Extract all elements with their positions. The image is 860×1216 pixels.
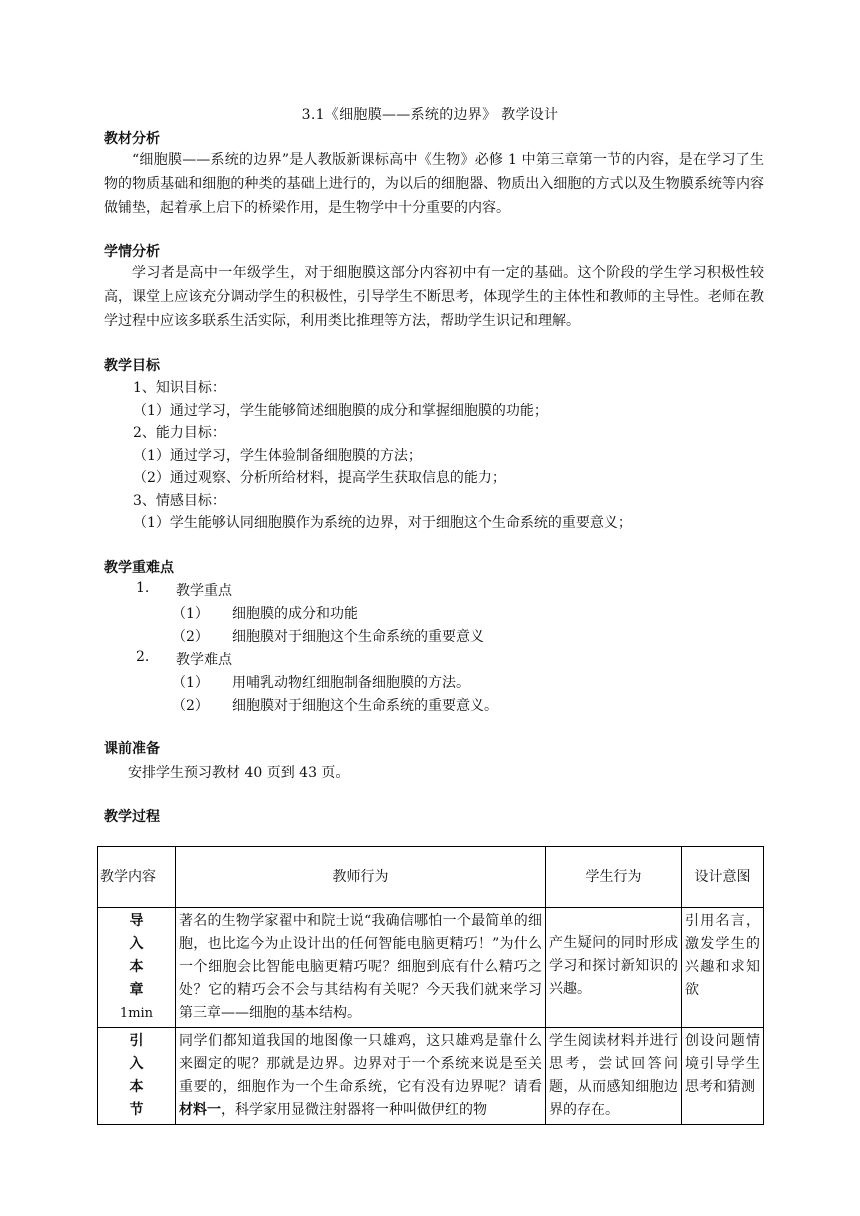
section-heading-prep: 课前准备 <box>104 741 160 757</box>
stage-char: 入 <box>129 1056 144 1072</box>
keypoint-item-number: （2） <box>172 629 209 645</box>
goal-line: 3、情感目标： <box>133 493 226 509</box>
keypoint-label: 教学重点 <box>176 583 232 599</box>
difficulty-item-number: （1） <box>172 675 209 691</box>
stage-char: 入 <box>129 936 144 952</box>
goal-line: 2、能力目标： <box>133 425 226 441</box>
stage-cell <box>98 1028 176 1125</box>
section-heading-students: 学情分析 <box>104 244 160 260</box>
keypoint-item-number: （1） <box>172 606 209 622</box>
header-student: 学生行为 <box>546 847 682 908</box>
section-text-students: 学习者是高中一年级学生，对于细胞膜这部分内容初中有一定的基础。这个阶段的学生学习积极性较高，课堂上应该充分调动学生的积极性，引导学生不断思考，体现学生的主体性和教师的主导性。老师在教学过程中应该多联系生活实际，利用类比推理等方法，帮助学生识记和理解。 <box>104 265 764 329</box>
teaching-process-table <box>97 846 764 1125</box>
goal-line: 1、知识目标： <box>133 380 226 396</box>
section-text-material: “细胞膜——系统的边界”是人教版新课标高中《生物》必修 1 中第三章第一节的内容，是在学习了生物的物质基础和细胞的种类的基础上进行的，为以后的细胞器、物质出入细胞的方式以及生物膜系统等内容做铺垫，起着承上启下的桥梁作用，是生物学中十分重要的内容。 <box>104 152 764 216</box>
stage-char: 引 <box>129 1033 144 1049</box>
section-heading-process: 教学过程 <box>104 809 160 825</box>
header-teacher: 教师行为 <box>176 847 546 908</box>
stage-cell <box>98 908 176 1028</box>
header-content: 教学内容 <box>98 847 176 908</box>
section-heading-material: 教材分析 <box>104 131 160 147</box>
goal-line: （2）通过观察、分析所给材料，提高学生获取信息的能力； <box>133 470 506 486</box>
difficulty-item-text: 细胞膜对于细胞这个生命系统的重要意义。 <box>232 698 498 714</box>
table-row <box>98 908 764 1028</box>
goal-line: （1）通过学习，学生能够简述细胞膜的成分和掌握细胞膜的功能； <box>133 403 548 419</box>
keypoint-number: 1. <box>136 580 150 596</box>
teacher-text-pre: 同学们都知道我国的地图像一只雄鸡，这只雄鸡是靠什么来圈定的呢？那就是边界。边界对于一个系统来说是至关重要的，细胞作为一个生命系统，它有没有边界呢？请看 <box>179 1033 542 1095</box>
difficulty-item-text: 用哺乳动物红细胞制备细胞膜的方法。 <box>232 675 470 691</box>
stage-time: 1min <box>119 1006 154 1021</box>
design-intent-cell: 引用名言，激发学生的兴趣和求知欲 <box>682 908 764 1028</box>
stage-char: 导 <box>129 913 144 929</box>
document-title: 3.1《细胞膜——系统的边界》 教学设计 <box>301 107 559 123</box>
difficulty-label: 教学难点 <box>176 652 232 668</box>
table-row <box>98 1028 764 1125</box>
table-header-row <box>98 847 764 908</box>
section-heading-goals: 教学目标 <box>104 358 160 374</box>
goal-line: （1）通过学习，学生体验制备细胞膜的方法； <box>133 448 422 464</box>
student-behavior-cell: 学生阅读材料并进行思考，尝试回答问题，从而感知细胞边界的存在。 <box>546 1028 682 1125</box>
stage-char: 章 <box>129 982 144 998</box>
teacher-text-post: ，科学家用显微注射器将一种叫做伊红的物 <box>221 1102 487 1118</box>
section-heading-keypoints: 教学重难点 <box>104 560 174 576</box>
section-text-prep: 安排学生预习教材 40 页到 43 页。 <box>128 765 350 781</box>
header-intent: 设计意图 <box>682 847 764 908</box>
stage-char: 本 <box>129 1079 144 1095</box>
keypoint-item-text: 细胞膜对于细胞这个生命系统的重要意义 <box>232 629 484 645</box>
difficulty-number: 2. <box>136 649 150 665</box>
goal-line: （1）学生能够认同细胞膜作为系统的边界，对于细胞这个生命系统的重要意义； <box>133 515 632 531</box>
student-behavior-cell: 产生疑问的同时形成学习和探讨新知识的兴趣。 <box>546 908 682 1028</box>
teacher-behavior-cell: 著名的生物学家翟中和院士说“我确信哪怕一个最简单的细胞，也比迄今为止设计出的任何智能电脑更精巧！”为什么一个细胞会比智能电脑更精巧呢？细胞到底有什么精巧之处？它的精巧会不会与其结构有关呢？今天我们就来学习第三章——细胞的基本结构。 <box>176 908 546 1028</box>
stage-char: 节 <box>129 1102 144 1118</box>
stage-char: 本 <box>129 959 144 975</box>
teacher-behavior-cell <box>176 1028 546 1125</box>
material-one-label: 材料一 <box>179 1102 221 1118</box>
difficulty-item-number: （2） <box>172 698 209 714</box>
keypoint-item-text: 细胞膜的成分和功能 <box>232 606 358 622</box>
design-intent-cell: 创设问题情境引导学生思考和猜测 <box>682 1028 764 1125</box>
